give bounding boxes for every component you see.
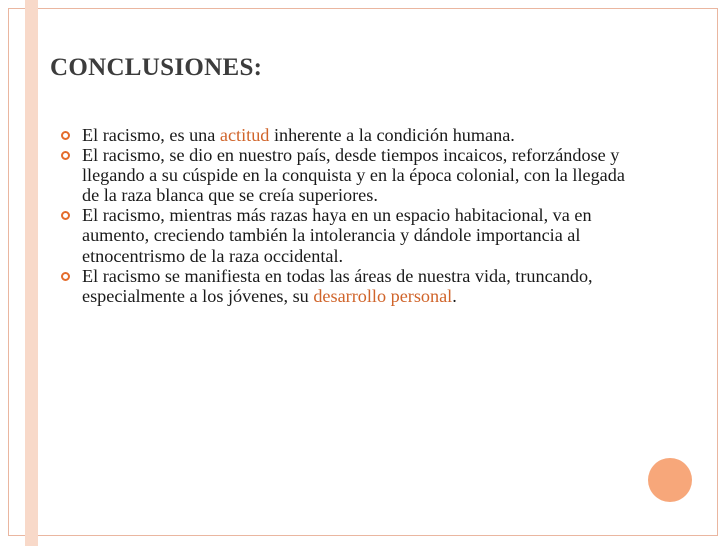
bullet-circle-icon [61,211,70,220]
left-accent-bar [25,0,38,546]
bullet-circle-icon [61,151,70,160]
bullet-item-4 [61,266,631,306]
bullet-circle-icon [61,131,70,140]
bullet-item-2 [61,145,631,205]
bullet-text: El racismo, se dio en nuestro país, desde tiempos incaicos, reforzándose y llegando a su cúspide en la conquista y en la época colonial, con la llegada de la raza blanca que se creía superiores. [82,145,625,206]
bullet-item-3 [61,205,631,265]
bullet-text-pre: El racismo, es una [82,125,220,145]
bullet-item-1 [61,125,631,145]
bullet-text-pre: El racismo se manifiesta en todas las áreas de nuestra vida, truncando, especialmente a los jóvenes, su [82,265,593,306]
slide-title: CONCLUSIONES: [50,54,263,81]
bullet-text-post: inherente a la condición humana. [269,125,515,145]
bullet-text-post: . [452,285,457,306]
link-actitud[interactable]: actitud [219,125,270,145]
bullet-list [61,125,631,306]
link-desarrollo-personal[interactable]: desarrollo personal [313,285,453,306]
orange-circle-decoration-icon [648,458,692,502]
bullet-text: El racismo, mientras más razas haya en un espacio habitacional, va en aumento, creciendo también la intolerancia y dándole importancia al etnocentrismo de la raza occidental. [82,205,592,266]
bullet-circle-icon [61,272,70,281]
